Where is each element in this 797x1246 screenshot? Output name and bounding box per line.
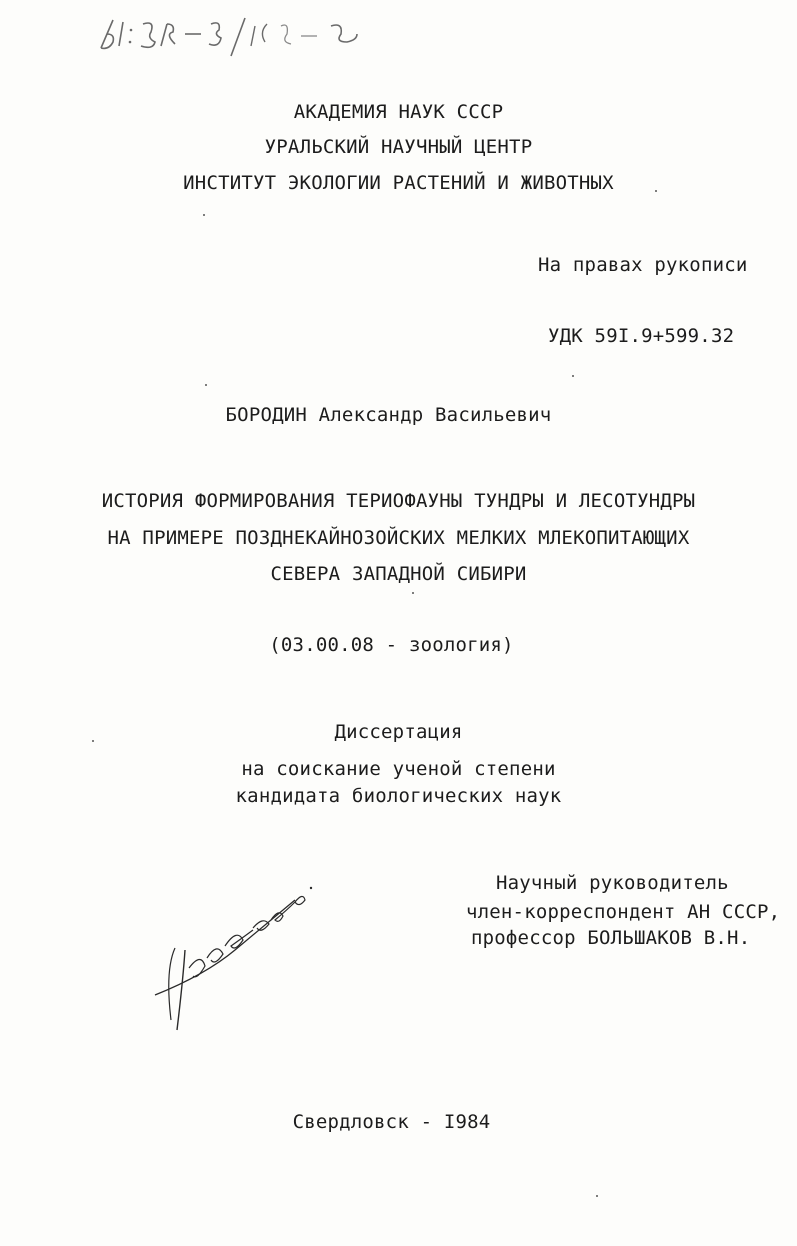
paper-speck	[205, 384, 207, 386]
paper-speck	[203, 214, 205, 216]
archive-reference-handwriting	[95, 12, 395, 62]
author-name: БОРОДИН Александр Васильевич	[225, 404, 552, 426]
dissertation-title-line-2: НА ПРИМЕРЕ ПОЗДНЕКАЙНОЗОЙСКИХ МЕЛКИХ МЛЕКОПИТАЮЩИХ	[107, 527, 690, 549]
degree-line-2: на соискание ученой степени	[241, 758, 556, 780]
author-signature	[145, 880, 325, 1040]
place-and-year: Свердловск - I984	[292, 1111, 491, 1133]
research-center-name: УРАЛЬСКИЙ НАУЧНЫЙ ЦЕНТР	[264, 136, 533, 158]
specialty-code: (03.00.08 - зоология)	[269, 634, 514, 656]
paper-speck	[655, 190, 657, 192]
supervisor-role: Научный руководитель	[496, 872, 729, 894]
paper-speck	[572, 375, 574, 377]
dissertation-title-line-1: ИСТОРИЯ ФОРМИРОВАНИЯ ТЕРИОФАУНЫ ТУНДРЫ И ЛЕСОТУНДРЫ	[101, 490, 696, 512]
supervisor-rank: член-корреспондент АН СССР,	[466, 901, 781, 923]
paper-speck	[92, 740, 94, 742]
institute-name: ИНСТИТУТ ЭКОЛОГИИ РАСТЕНИЙ И ЖИВОТНЫХ	[183, 172, 614, 194]
supervisor-name: профессор БОЛЬШАКОВ В.Н.	[471, 927, 751, 949]
degree-line-1: Диссертация	[334, 721, 463, 743]
dissertation-title-line-3: СЕВЕРА ЗАПАДНОЙ СИБИРИ	[270, 563, 527, 585]
paper-speck	[596, 1195, 598, 1197]
manuscript-rights-note: На правах рукописи	[538, 254, 748, 276]
academy-name: АКАДЕМИЯ НАУК СССР	[293, 101, 504, 123]
degree-line-3: кандидата биологических наук	[235, 785, 562, 807]
udk-code: УДК 59I.9+599.32	[548, 325, 735, 347]
paper-speck	[412, 592, 414, 594]
